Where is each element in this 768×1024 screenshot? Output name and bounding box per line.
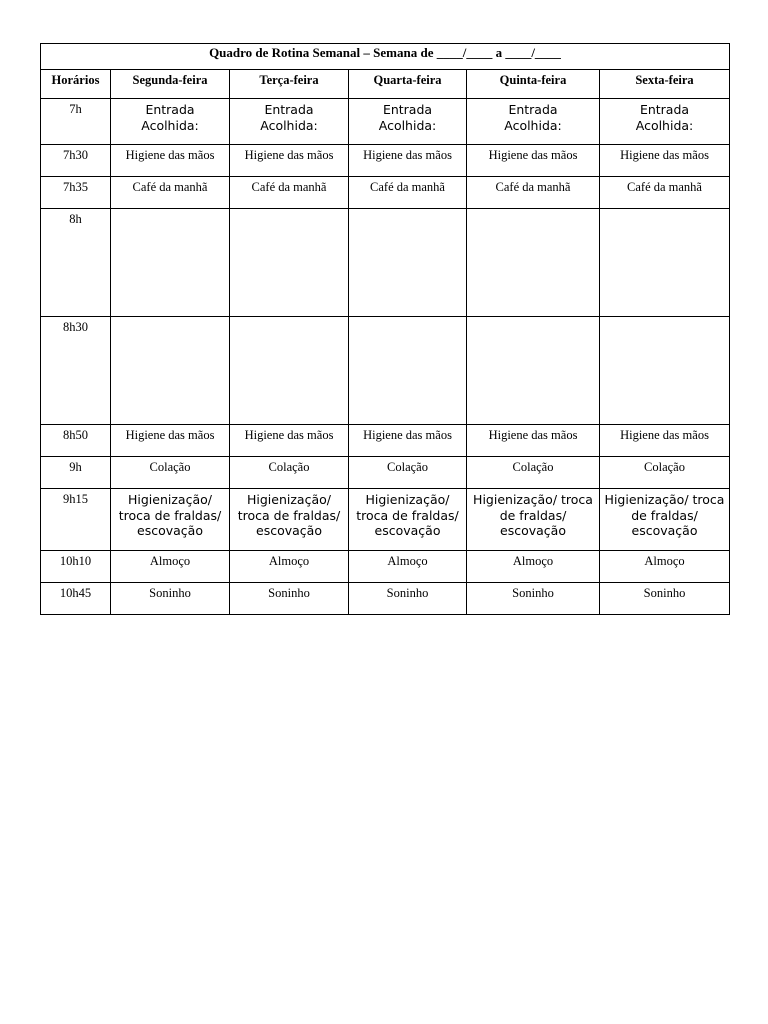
activity-cell [230,489,349,551]
activity-cell [600,145,730,177]
activity-cell [600,583,730,615]
activity-text: Acolhida: [635,117,694,133]
activity-cell [349,489,467,551]
activity-cell [600,99,730,145]
activity-cell [349,99,467,145]
activity-cell [467,317,600,425]
activity-cell [467,145,600,177]
time-cell: 10h10 [41,551,111,583]
activity-text: Higiene das mãos [620,148,709,162]
activity-text: Higiene das mãos [488,148,578,162]
time-cell: 7h [41,99,111,145]
activity-cell [467,99,600,145]
activity-text: Soninho [149,586,191,600]
activity-cell [467,209,600,317]
activity-cell [230,425,349,457]
activity-text: Higienização/ [247,492,331,507]
time-cell: 10h45 [41,583,111,615]
activity-text: Almoço [644,554,685,568]
activity-cell [230,177,349,209]
activity-cell [467,489,600,551]
activity-cell [600,317,730,425]
activity-cell [349,551,467,583]
activity-text: escovação [256,523,322,538]
activity-text: Soninho [386,586,429,600]
activity-text: Higienização/ [128,492,212,507]
activity-text: Almoço [387,554,428,568]
activity-text: Higienização/ troca [473,492,593,507]
activity-text: Soninho [268,586,310,600]
table-row [41,177,730,209]
activity-text: Colação [149,460,191,474]
activity-text: Colação [268,460,310,474]
activity-cell [111,457,230,489]
table-row [41,551,730,583]
activity-cell [230,317,349,425]
activity-cell [230,457,349,489]
activity-text: escovação [500,523,566,538]
activity-text: Higiene das mãos [125,428,215,442]
activity-text: Soninho [643,586,686,600]
table-title: Quadro de Rotina Semanal – Semana de ____/____ a ____/____ [41,44,730,70]
activity-cell [467,425,600,457]
table-body [41,99,730,615]
activity-cell [349,209,467,317]
activity-cell [230,551,349,583]
activity-text: Higienização/ troca [604,492,725,507]
activity-text: de fraldas/ [631,507,698,523]
activity-cell [111,209,230,317]
activity-cell [230,145,349,177]
activity-text: Colação [387,460,428,474]
activity-cell [230,99,349,145]
activity-text: Acolhida: [378,117,437,133]
activity-text: troca de fraldas/ [237,507,341,523]
time-cell: 9h [41,457,111,489]
activity-text: Higiene das mãos [363,428,452,442]
activity-text: escovação [137,523,203,538]
activity-cell [600,489,730,551]
activity-text: Café da manhã [132,180,208,194]
activity-text: Entrada [508,102,558,117]
activity-cell [467,551,600,583]
activity-text: de fraldas/ [499,507,567,523]
activity-text: Soninho [512,586,554,600]
activity-text: Higiene das mãos [244,148,334,162]
activity-text: Almoço [149,554,191,568]
activity-text: Entrada [382,102,433,117]
column-header-horarios: Horários [41,70,111,99]
table-row [41,489,730,551]
column-header-segunda: Segunda-feira [111,70,230,99]
time-cell: 9h15 [41,489,111,551]
activity-cell [467,583,600,615]
activity-cell [467,177,600,209]
activity-text: escovação [374,523,441,538]
activity-cell [600,551,730,583]
activity-text: Almoço [512,554,554,568]
activity-cell [349,317,467,425]
column-header-sexta: Sexta-feira [600,70,730,99]
column-header-quarta: Quarta-feira [349,70,467,99]
activity-cell [111,99,230,145]
table-row [41,317,730,425]
time-cell: 7h35 [41,177,111,209]
activity-cell [600,177,730,209]
activity-text: Higiene das mãos [620,428,709,442]
table-row [41,425,730,457]
activity-cell [111,489,230,551]
activity-cell [349,425,467,457]
activity-text: Higiene das mãos [363,148,452,162]
activity-cell [349,583,467,615]
time-cell: 8h30 [41,317,111,425]
activity-cell [600,209,730,317]
weekly-routine-table [40,43,730,615]
activity-text: escovação [631,523,698,538]
activity-cell [467,457,600,489]
activity-text: Café da manhã [495,180,571,194]
activity-text: Higienização/ [365,492,450,507]
column-header-quinta: Quinta-feira [467,70,600,99]
activity-text: Entrada [264,102,314,117]
activity-cell [349,145,467,177]
activity-cell [230,209,349,317]
table-row [41,583,730,615]
activity-text: Café da manhã [370,180,445,194]
activity-text: Almoço [268,554,310,568]
activity-cell [111,583,230,615]
activity-text: Café da manhã [627,180,702,194]
column-header-terca: Terça-feira [230,70,349,99]
activity-text: Acolhida: [260,117,318,133]
time-cell: 8h50 [41,425,111,457]
activity-cell [230,583,349,615]
activity-text: Entrada [145,102,195,117]
activity-text: Higiene das mãos [488,428,578,442]
activity-text: Higiene das mãos [244,428,334,442]
table-row [41,209,730,317]
table-row [41,457,730,489]
activity-text: Acolhida: [141,117,199,133]
time-cell: 7h30 [41,145,111,177]
activity-text: Colação [644,460,685,474]
activity-cell [349,457,467,489]
activity-text: Higiene das mãos [125,148,215,162]
activity-cell [111,551,230,583]
activity-cell [111,145,230,177]
activity-text: Entrada [639,102,690,117]
activity-cell [600,425,730,457]
activity-cell [111,425,230,457]
activity-cell [349,177,467,209]
activity-text: troca de fraldas/ [118,507,222,523]
activity-text: Café da manhã [251,180,327,194]
time-cell: 8h [41,209,111,317]
activity-text: Colação [512,460,554,474]
activity-text: Acolhida: [504,117,562,133]
activity-cell [600,457,730,489]
table-row [41,99,730,145]
table-row [41,145,730,177]
activity-cell [111,317,230,425]
activity-text: troca de fraldas/ [356,507,459,523]
activity-cell [111,177,230,209]
